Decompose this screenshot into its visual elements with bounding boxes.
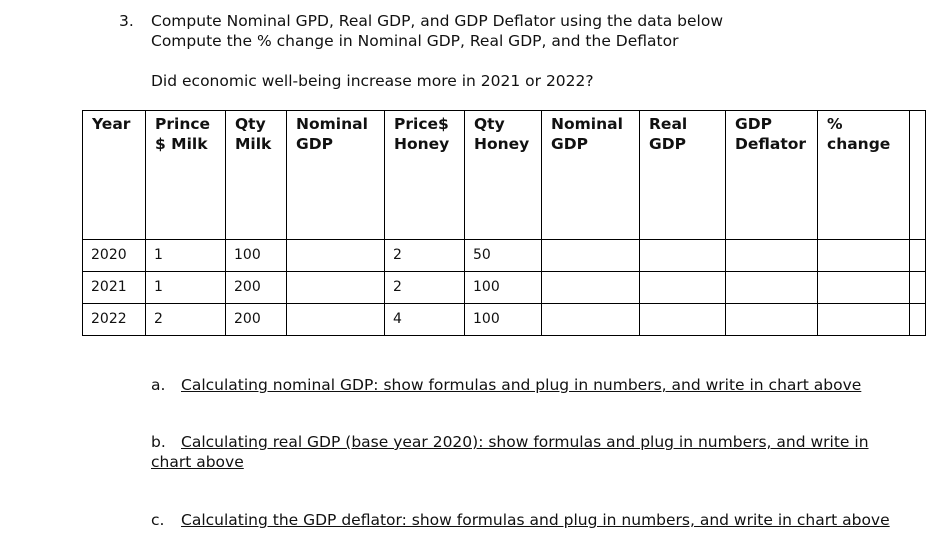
task-b-text-line-1: Calculating real GDP (base year 2020): show formulas and plug in numbers, and write in: [181, 433, 869, 451]
cell-gdp-deflator[interactable]: [726, 272, 818, 304]
cell-price-milk: 1: [146, 240, 226, 272]
cell-qty-honey: 100: [465, 272, 542, 304]
cell-price-milk: 1: [146, 272, 226, 304]
cell-percent-change[interactable]: [818, 240, 910, 272]
cell-real-gdp[interactable]: [640, 272, 726, 304]
cell-year: 2021: [83, 272, 146, 304]
question-number: 3.: [119, 12, 134, 30]
question-line-1: Compute Nominal GPD, Real GDP, and GDP Deflator using the data below: [151, 12, 724, 30]
cell-qty-milk: 200: [226, 304, 287, 336]
header-percent-change: % change: [818, 111, 910, 240]
header-qty-honey: Qty Honey: [465, 111, 542, 240]
task-a-text: Calculating nominal GDP: show formulas and plug in numbers, and write in chart above: [181, 376, 862, 394]
task-b-text-line-2: chart above: [151, 453, 244, 471]
task-b-marker: b.: [151, 433, 166, 451]
cell-empty: [910, 240, 926, 272]
cell-real-gdp[interactable]: [640, 240, 726, 272]
cell-nominal-gdp-milk[interactable]: [287, 304, 385, 336]
table-header-row: [83, 111, 926, 240]
task-c-marker: c.: [151, 511, 165, 529]
cell-nominal-gdp[interactable]: [542, 272, 640, 304]
cell-gdp-deflator[interactable]: [726, 304, 818, 336]
header-gdp-deflator: GDP Deflator: [726, 111, 818, 240]
task-a-marker: a.: [151, 376, 166, 394]
cell-nominal-gdp[interactable]: [542, 304, 640, 336]
cell-year: 2022: [83, 304, 146, 336]
cell-nominal-gdp-milk[interactable]: [287, 272, 385, 304]
table-row: [83, 304, 926, 336]
cell-percent-change[interactable]: [818, 304, 910, 336]
cell-empty: [910, 272, 926, 304]
cell-empty: [910, 304, 926, 336]
cell-nominal-gdp-milk[interactable]: [287, 240, 385, 272]
cell-qty-honey: 50: [465, 240, 542, 272]
header-year: Year: [83, 111, 146, 240]
question-line-2: Compute the % change in Nominal GDP, Real GDP, and the Deflator: [151, 32, 679, 50]
header-nominal-gdp-milk: Nominal GDP: [287, 111, 385, 240]
cell-gdp-deflator[interactable]: [726, 240, 818, 272]
cell-percent-change[interactable]: [818, 272, 910, 304]
gdp-data-table: [82, 110, 926, 336]
header-real-gdp: Real GDP: [640, 111, 726, 240]
cell-price-honey: 2: [385, 240, 465, 272]
task-c-text: Calculating the GDP deflator: show formulas and plug in numbers, and write in chart above: [181, 511, 890, 529]
cell-real-gdp[interactable]: [640, 304, 726, 336]
cell-qty-honey: 100: [465, 304, 542, 336]
header-empty: [910, 111, 926, 240]
cell-price-milk: 2: [146, 304, 226, 336]
table-row: [83, 272, 926, 304]
cell-price-honey: 2: [385, 272, 465, 304]
question-prompt: Did economic well-being increase more in 2021 or 2022?: [151, 72, 594, 90]
cell-qty-milk: 100: [226, 240, 287, 272]
header-price-milk: Prince $ Milk: [146, 111, 226, 240]
cell-price-honey: 4: [385, 304, 465, 336]
cell-nominal-gdp[interactable]: [542, 240, 640, 272]
header-qty-milk: Qty Milk: [226, 111, 287, 240]
cell-year: 2020: [83, 240, 146, 272]
table-row: [83, 240, 926, 272]
header-price-honey: Price$ Honey: [385, 111, 465, 240]
header-nominal-gdp: Nominal GDP: [542, 111, 640, 240]
cell-qty-milk: 200: [226, 272, 287, 304]
